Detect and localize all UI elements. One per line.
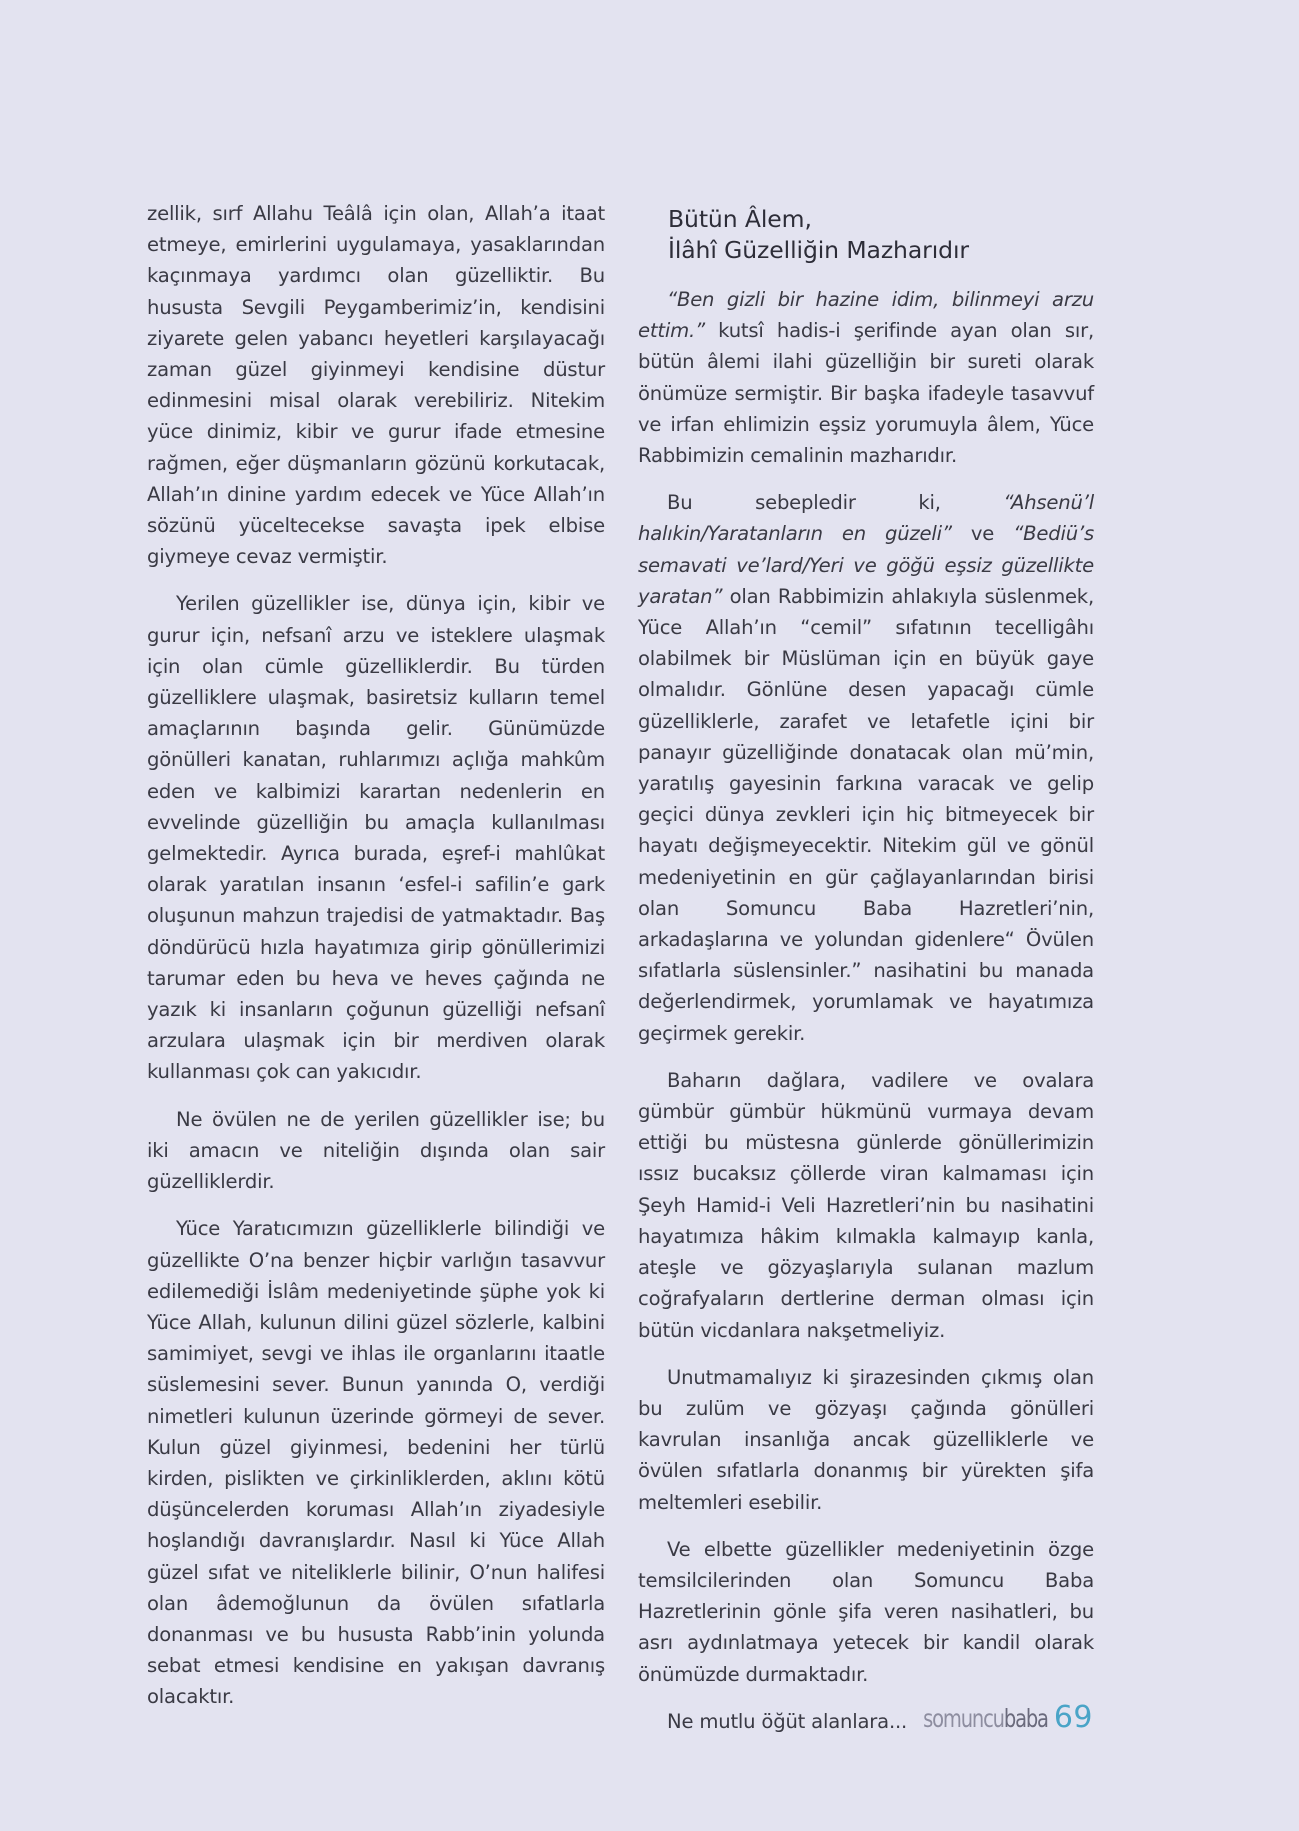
paragraph-text: olan Rabbimizin ahlakıyla süslenmek, Yüce Allah’ın “cemil” sıfatının tecelligâhı olabilmek bir Müslüman için en büyük gaye olmalıdır. Gönlüne desen yapacağı cümle güzelliklerle, zarafet ve letafetle içini bir panayır güzelliğinde donatacak olan mü’min, yaratılış gayesinin farkına varacak ve gelip geçici dünya zevkleri için hiç bitmeyecek bir hayatı değişmeyecektir. Nitekim gül ve gönül medeniyetinin en gür çağlayanlarından birisi olan Somuncu Baba Hazretleri’nin, arkadaşlarına ve yolundan gidenlere“ Övülen sıfatlarla süslensinler.” nasihatini bu manada değerlendirmek, yorumlamak ve hayatımıza geçirmek gerekir.: [638, 584, 1094, 1045]
paragraph: [638, 284, 1094, 471]
divine-name-quote: “Ahsenü’l halıkin/Yaratanların en güzeli”: [638, 491, 1094, 546]
paragraph: Unutmamalıyız ki şirazesinden çıkmış olan bu zulüm ve gözyaşı çağında gönülleri kavrulan insanlığa ancak güzelliklerle ve övülen sıfatlarla donanmış bir yürekten şifa meltemleri esebilir.: [638, 1365, 1094, 1514]
left-column: [147, 198, 605, 1729]
section-heading: [668, 204, 1094, 266]
page-number: 69: [1053, 1700, 1093, 1735]
paragraph: Ne mutlu öğüt alanlara...: [667, 1709, 908, 1733]
paragraph: Ve elbette güzellikler medeniyetinin özge temsilcilerinden olan Somuncu Baba Hazretlerinin gönle şifa veren nasihatleri, bu asrı aydınlatmaya yetecek bir kandil olarak önümüzde durmaktadır.: [638, 1537, 1094, 1686]
paragraph: Yerilen güzellikler ise, dünya için, kibir ve gurur için, nefsanî arzu ve isteklere ulaşmak için olan cümle güzelliklerdir. Bu türden güzelliklere ulaşmak, basiretsiz kulların temel amaçlarının başında gelir. Günümüzde gönülleri kanatan, ruhlarımızı açlığa mahkûm eden ve kalbimizi karartan nedenlerin en evvelinde güzelliğin bu amaçla kullanılması gelmektedir. Ayrıca burada, eşref-i mahlûkat olarak yaratılan insanın ‘esfel-i safilin’e gark oluşunun mahzun trajedisi de yatmaktadır. Baş döndürücü hızla hayatımıza girip gönüllerimizi tarumar eden bu heva ve heves çağında ne yazık ki insanların çoğunun güzelliği nefsanî arzulara ulaşmak için bir merdiven olarak kullanması çok can yakıcıdır.: [147, 592, 605, 1084]
paragraph-text: Bu sebepledir ki,: [667, 491, 1004, 515]
paragraph: Yüce Yaratıcımızın güzelliklerle bilindiği ve güzellikte O’na benzer hiçbir varlığın tasavvur edilemediği İslâm medeniyetinde şüphe yok ki Yüce Allah, kulunun dilini güzel sözlerle, kalbini samimiyet, sevgi ve ihlas ile organlarını itaatle süslemesini sever. Bunun yanında O, verdiği nimetleri kulunun üzerinde görmeyi de sever. Kulun güzel giyinmesi, bedenini her türlü kirden, pislikten ve çirkinliklerden, aklını kötü düşüncelerden koruması Allah’ın ziyadesiyle hoşlandığı davranışlardır. Nasıl ki Yüce Allah güzel sıfat ve niteliklerle bilinir, O’nun halifesi olan âdemoğlunun da övülen sıfatlarla donanması ve bu hususta Rabb’inin yolunda sebat etmesi kendisine en yakışan davranış olacaktır.: [147, 1217, 605, 1709]
paragraph: Baharın dağlara, vadilere ve ovalara gümbür gümbür hükmünü vurmaya devam ettiği bu müstesna günlerde gönüllerimizin ıssız bucaksız çöllerde viran kalmaması için Şeyh Hamid-i Veli Hazretleri’nin bu nasihatini hayatımıza hâkim kılmakla kalmayıp kanla, ateşle ve gözyaşlarıyla sulanan mazlum coğrafyaların dertlerine derman olması için bütün vicdanlara nakşetmeliyiz.: [638, 1068, 1094, 1342]
logo-text-bold: baba: [1003, 1704, 1048, 1733]
hadith-quote: “Ben gizli bir hazine idim, bilinmeyi arzu ettim.”: [638, 288, 1094, 343]
paragraph: zellik, sırf Allahu Teâlâ için olan, Allah’a itaat etmeye, emirlerini uygulamaya, yasaklarından kaçınmaya yardımcı olan güzelliktir. Bu hususta Sevgili Peygamberimiz’in, kendisini ziyarete gelen yabancı heyetleri karşılayacağı zaman güzel giyinmeyi kendisine düstur edinmesini misal olarak verebiliriz. Nitekim yüce dinimiz, kibir ve gurur ifade etmesine rağmen, eğer düşmanların gözünü korkutacak, Allah’ın dinine yardım edecek ve Yüce Allah’ın sözünü yüceltecekse savaşta ipek elbise giymeye cevaz vermiştir.: [147, 202, 605, 569]
paragraph: Ne övülen ne de yerilen güzellikler ise; bu iki amacın ve niteliğin dışında olan sair güzelliklerdir.: [147, 1107, 605, 1194]
divine-name-quote: “Bediü’s semavati ve’lard/Yeri ve göğü eşsiz güzellikte yaratan”: [638, 522, 1094, 608]
section-heading-line: Bütün Âlem,: [668, 205, 812, 233]
paragraph: [638, 487, 1094, 1049]
paragraph-text: ve: [951, 522, 1014, 546]
paragraph-text: kutsî hadis-i şerifinde ayan olan sır, bütün âlemi ilahi güzelliğin bir sureti olarak önümüze sermiştir. Bir başka ifadeyle tasavvuf ve irfan ehlimizin eşsiz yorumuyla âlem, Yüce Rabbimizin cemalinin mazharıdır.: [638, 319, 1094, 468]
magazine-logo: [923, 1704, 1048, 1733]
page-footer: [888, 1700, 1093, 1735]
section-heading-line: İlâhî Güzelliğin Mazharıdır: [668, 236, 969, 264]
logo-text-light: somuncu: [923, 1704, 1004, 1733]
right-column: [638, 198, 1094, 1753]
